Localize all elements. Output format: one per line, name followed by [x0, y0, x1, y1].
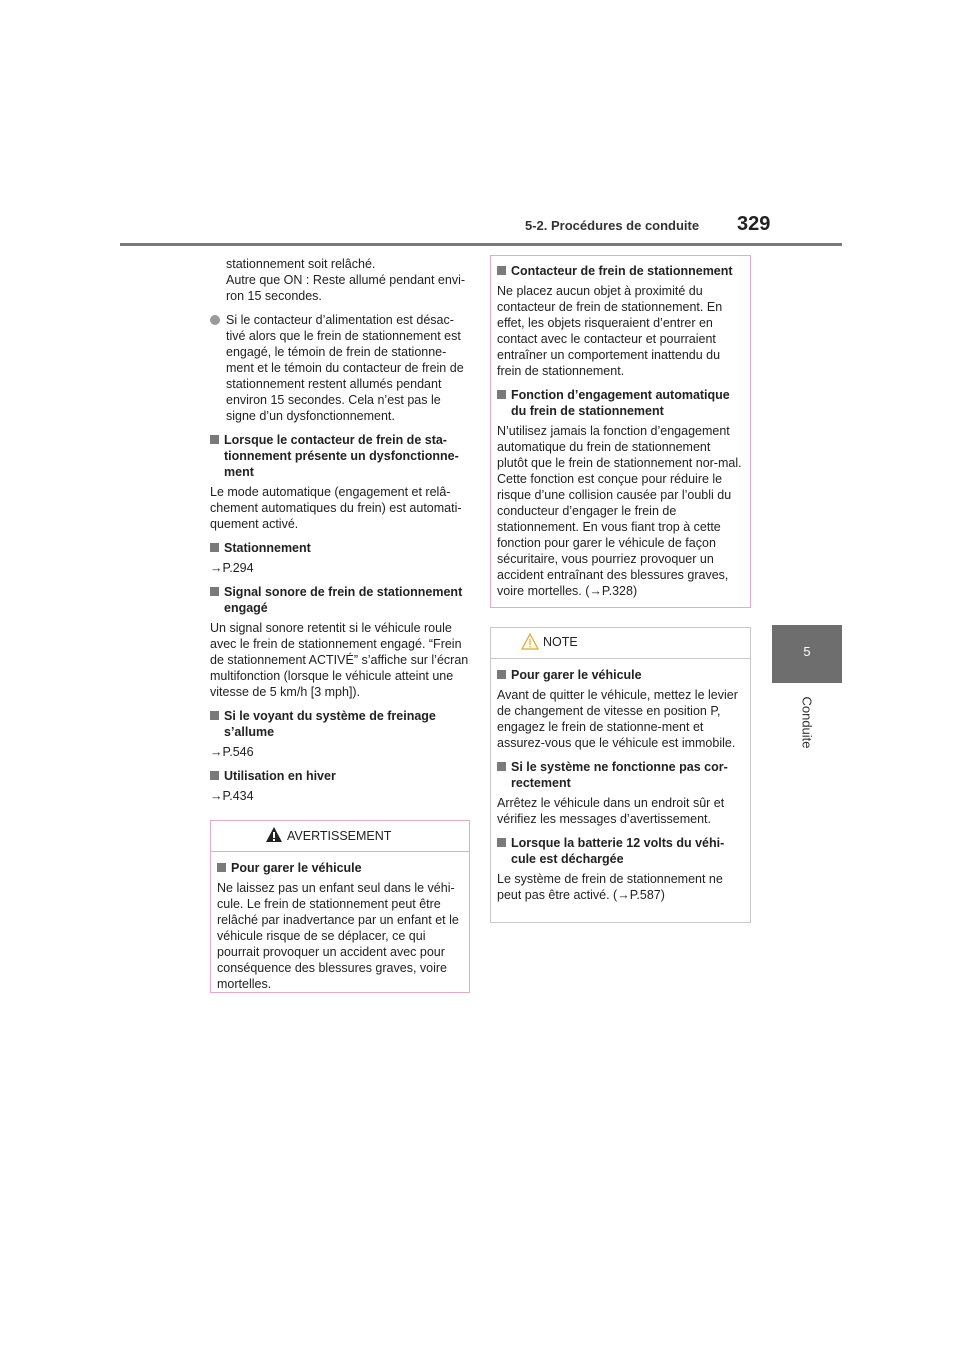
square-bullet-icon: [210, 435, 219, 444]
heading-text: Lorsque le contacteur de frein de sta-tionnement présente un dysfonctionne-ment: [224, 433, 459, 479]
section-heading: [497, 667, 744, 683]
warning-triangle-icon: [265, 826, 283, 843]
section-heading: [210, 540, 472, 556]
paragraph: Ne laissez pas un enfant seul dans le véhi-cule. Le frein de stationnement peut être relâché par inadvertance par un enfant et le véhicule risque de se déplacer, ce qui pourrait provoquer un accident avec pour conséquence des blessures graves, voire mortelles.: [217, 881, 459, 991]
chapter-tab: 5: [772, 625, 842, 683]
square-bullet-icon: [497, 838, 506, 847]
warning-box: [210, 820, 470, 993]
page-reference-link[interactable]: →P.434: [210, 789, 254, 803]
section-heading: [497, 835, 744, 867]
square-bullet-icon: [497, 762, 506, 771]
note-header: [491, 628, 750, 659]
page-reference-link[interactable]: →P.546: [210, 745, 254, 759]
heading-text: Signal sonore de frein de stationnement engagé: [224, 585, 463, 615]
header-divider: [120, 243, 842, 246]
paragraph: Le mode automatique (engagement et relâ-chement automatiques du frein) est automati-quement activé.: [210, 485, 462, 531]
section-heading: [210, 584, 472, 616]
paragraph: Le système de frein de stationnement ne peut pas être activé. (→P.587): [497, 872, 723, 902]
square-bullet-icon: [210, 711, 219, 720]
square-bullet-icon: [497, 390, 506, 399]
heading-text: Si le système ne fonctionne pas cor-rectement: [511, 760, 728, 790]
heading-text: Stationnement: [224, 541, 311, 555]
square-bullet-icon: [217, 863, 226, 872]
square-bullet-icon: [497, 266, 506, 275]
square-bullet-icon: [210, 543, 219, 552]
square-bullet-icon: [210, 771, 219, 780]
section-heading: [497, 263, 744, 279]
section-heading: [497, 387, 744, 419]
heading-text: Pour garer le véhicule: [231, 861, 362, 875]
page-reference-link[interactable]: →P.294: [210, 561, 254, 575]
bullet-icon: [210, 315, 220, 325]
square-bullet-icon: [497, 670, 506, 679]
heading-text: Utilisation en hiver: [224, 769, 336, 783]
section-heading: [217, 860, 463, 876]
square-bullet-icon: [210, 587, 219, 596]
paragraph: N’utilisez jamais la fonction d’engagement automatique du frein de stationnement plutôt que le frein de stationnement nor-mal. Cette fonction est conçue pour réduire le risque d’une collision causée par l’oubli du conducteur d’engager le frein de stationnement. En vous fiant trop à cette fonction pour garer le véhicule de façon sécuritaire, vous pourriez provoquer un accident entraînant des blessures graves, voire mortelles. (→P.328): [497, 424, 742, 598]
paragraph: Un signal sonore retentit si le véhicule roule avec le frein de stationnement engagé. “Frein de stationnement ACTIVÉ” s’affiche sur l’écran multifonction (lorsque le véhicule atteint une vitesse de 5 km/h [3 mph]).: [210, 621, 469, 699]
heading-text: Contacteur de frein de stationnement: [511, 264, 733, 278]
paragraph: Ne placez aucun objet à proximité du contacteur de frein de stationnement. En effet, les objets risqueraient d’entrer en contact avec le contacteur et pourraient entraîner un comportement inattendu du frein de stationnement.: [497, 284, 723, 378]
warning-box-continued: [490, 255, 751, 608]
paragraph: Avant de quitter le véhicule, mettez le levier de changement de vitesse en position P, engagez le frein de stationne-ment et assurez-vous que le véhicule est immobile.: [497, 688, 738, 750]
section-heading: [210, 432, 472, 480]
note-title: NOTE: [543, 635, 578, 649]
bullet-text: Si le contacteur d’alimentation est désac-tivé alors que le frein de stationnement est engagé, le témoin de frein de stationne-ment et le témoin du contacteur de frein de stationnement restent allumés pendant environ 15 secondes. Cela n’est pas le signe d’un dysfonctionnement.: [226, 313, 464, 423]
heading-text: Fonction d’engagement automatique du frein de stationnement: [511, 388, 730, 418]
warning-title: AVERTISSEMENT: [287, 829, 392, 843]
chapter-label: Conduite: [799, 696, 815, 749]
note-box: [490, 627, 751, 923]
caution-triangle-icon: [521, 633, 539, 650]
section-heading: [210, 708, 472, 740]
section-heading: [497, 759, 744, 791]
warning-body: [211, 852, 469, 992]
page-number: 329: [737, 213, 771, 235]
list-item: [210, 312, 472, 424]
paragraph: Arrêtez le véhicule dans un endroit sûr et vérifiez les messages d’avertissement.: [497, 796, 725, 826]
heading-text: Si le voyant du système de freinage s’allume: [224, 709, 436, 739]
heading-text: Pour garer le véhicule: [511, 668, 642, 682]
continued-text: [210, 256, 472, 304]
warning-body: [491, 256, 750, 599]
note-body: [491, 659, 750, 903]
text-line: Autre que ON : Reste allumé pendant envi-ron 15 secondes.: [226, 273, 466, 303]
section-heading: [210, 768, 472, 784]
section-title: 5-2. Procédures de conduite: [525, 218, 700, 233]
left-column: [210, 256, 472, 812]
text-line: stationnement soit relâché.: [226, 257, 376, 271]
warning-header: [211, 821, 469, 852]
heading-text: Lorsque la batterie 12 volts du véhi-cule est déchargée: [511, 836, 725, 866]
